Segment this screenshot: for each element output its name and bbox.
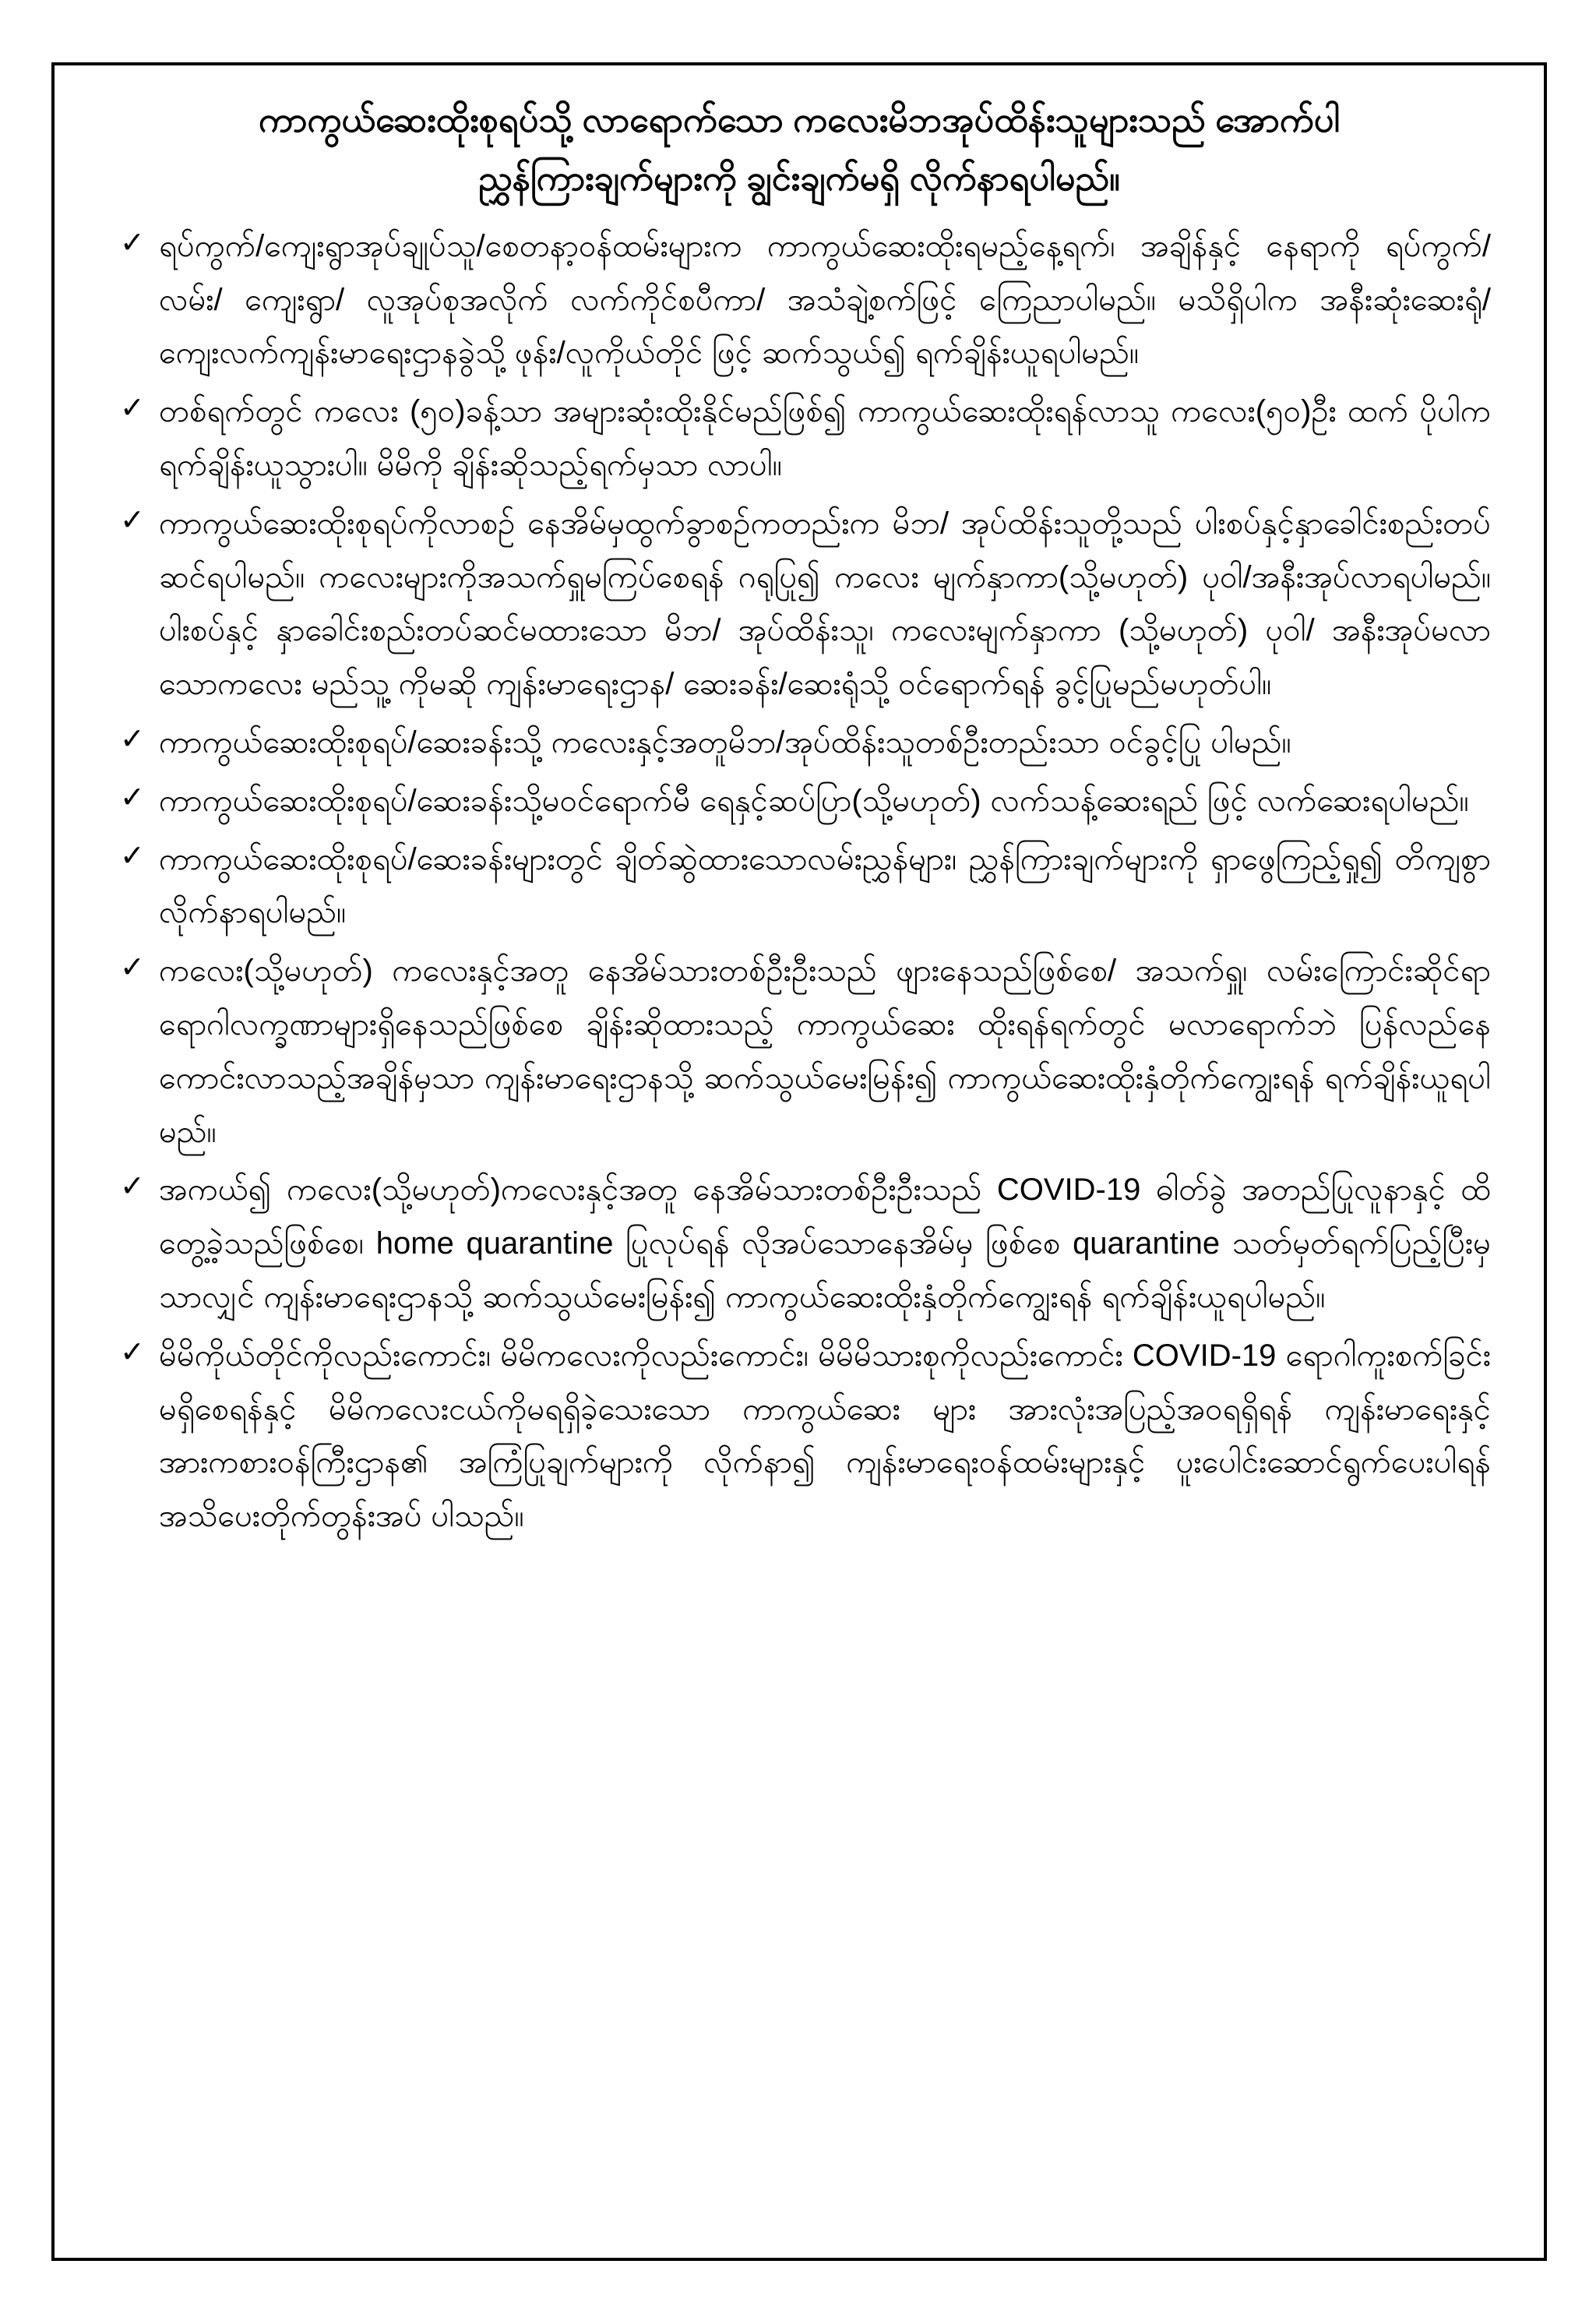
guideline-text: ရပ်ကွက်/ကျေးရွာအုပ်ချုပ်သူ/စေတနာ့ဝန်ထမ်းများက ကာကွယ်ဆေးထိုးရမည့်နေ့ရက်၊ အချိန်နှင့် နေရာကို ရပ်ကွက်/ လမ်း/ ကျေးရွာ/ လူအုပ်စုအလိုက် လက်ကိုင်စပီကာ/ အသံချဲ့စက်ဖြင့် ကြေညာပါမည်။ မသိရှိပါက အနီးဆုံးဆေးရုံ/ ကျေးလက်ကျန်းမာရေးဌာနခွဲသို့ ဖုန်း/လူကိုယ်တိုင် ဖြင့် ဆက်သွယ်၍ ရက်ချိန်းယူရပါမည်။ — [159, 228, 1491, 371]
list-item — [103, 1329, 1496, 1543]
list-item — [103, 497, 1496, 711]
document-content — [55, 65, 1544, 1579]
page-title-line-2: ညွှန်ကြားချက်များကို ချွင်းချက်မရှိ လိုက်နာရပါမည်။ — [478, 157, 1120, 198]
guideline-text: ကလေး(သို့မဟုတ်) ကလေးနှင့်အတူ နေအိမ်သားတစ်ဦးဦးသည် ဖျားနေသည်ဖြစ်စေ/ အသက်ရှူ၊ လမ်းကြောင်းဆိုင်ရာ ရောဂါလက္ခဏာများရှိနေသည်ဖြစ်စေ ချိန်းဆိုထားသည့် ကာကွယ်ဆေး ထိုးရန်ရက်တွင် မလာရောက်ဘဲ ပြန်လည်နေကောင်းလာသည့်အချိန်မှသာ ကျန်းမာရေးဌာနသို့ ဆက်သွယ်မေးမြန်း၍ ကာကွယ်ဆေးထိုးနှံတိုက်ကျွေးရန် ရက်ချိန်းယူရပါမည်။ — [159, 954, 1491, 1149]
list-item — [103, 833, 1496, 940]
guideline-text: ကာကွယ်ဆေးထိုးစုရပ်/ဆေးခန်းသို့ ကလေးနှင့်အတူမိဘ/အုပ်ထိန်းသူတစ်ဦးတည်းသာ ဝင်ခွင့်ပြု ပါမည်။ — [159, 725, 1291, 760]
list-item — [103, 1163, 1496, 1324]
list-item — [103, 716, 1496, 770]
checkmark-icon: ✓ — [120, 1335, 145, 1369]
guideline-text: ကာကွယ်ဆေးထိုးစုရပ်/ဆေးခန်းသို့မဝင်ရောက်မီ ရေနှင့်ဆပ်ပြာ(သို့မဟုတ်) လက်သန့်ဆေးရည် ဖြင့် လက်ဆေးရပါမည်။ — [159, 783, 1469, 818]
latin-text-run: quarantine — [1073, 1226, 1221, 1261]
guideline-list — [103, 220, 1496, 1543]
burmese-text-run: သတ်မှတ်ရက်ပြည့်ပြီးမှသာလျှင် ကျန်းမာရေးဌာနသို့ ဆက်သွယ်မေးမြန်း၍ ကာကွယ်ဆေးထိုးနှံတိုက်ကျွေးရန် ရက်ချိန်းယူရပါမည်။ — [159, 1226, 1492, 1314]
latin-text-run: COVID-19 — [996, 1173, 1141, 1208]
latin-text-run: home quarantine — [375, 1226, 614, 1261]
checkmark-icon: ✓ — [120, 503, 145, 537]
page-title — [103, 92, 1496, 207]
checkmark-icon: ✓ — [120, 1170, 145, 1204]
list-item — [103, 774, 1496, 828]
checkmark-icon: ✓ — [120, 722, 145, 756]
guideline-text: ကာကွယ်ဆေးထိုးစုရပ်ကိုလာစဉ် နေအိမ်မှထွက်ခွာစဉ်ကတည်းက မိဘ/ အုပ်ထိန်းသူတို့သည် ပါးစပ်နှင့်နှာခေါင်းစည်းတပ်ဆင်ရပါမည်။ ကလေးများကိုအသက်ရှူမကြပ်စေရန် ဂရုပြု၍ ကလေး မျက်နှာကာ(သို့မဟုတ်) ပုဝါ/အနီးအုပ်လာရပါမည်။ ပါးစပ်နှင့် နှာခေါင်းစည်းတပ်ဆင်မထားသော မိဘ/ အုပ်ထိန်းသူ၊ ကလေးမျက်နှာကာ (သို့မဟုတ်) ပုဝါ/ အနီးအုပ်မလာသောကလေး မည်သူ့ ကိုမဆို ကျန်းမာရေးဌာန/ ဆေးခန်း/ဆေးရုံသို့ ဝင်ရောက်ရန် ခွင့်ပြုမည်မဟုတ်ပါ။ — [159, 506, 1491, 702]
list-item — [103, 385, 1496, 492]
checkmark-icon: ✓ — [120, 781, 145, 814]
checkmark-icon: ✓ — [120, 839, 145, 873]
burmese-text-run: မိမိကိုယ်တိုင်ကိုလည်းကောင်း၊ မိမိကလေးကိုလည်းကောင်း၊ မိမိမိသားစုကိုလည်းကောင်း — [159, 1338, 1133, 1373]
page-title-line-1: ကာကွယ်ဆေးထိုးစုရပ်သို့ လာရောက်သော ကလေးမိဘအုပ်ထိန်းသူများသည် အောက်ပါ — [258, 100, 1341, 139]
burmese-text-run: ရောဂါကူးစက်ခြင်းမရှိစေရန်နှင့် မိမိကလေးငယ်ကိုမရရှိခဲ့သေးသော ကာကွယ်ဆေး များ အားလုံးအပြည့်အဝရရှိရန် ကျန်းမာရေးနှင့် အားကစားဝန်ကြီးဌာန၏ အကြံပြုချက်များကို လိုက်နာ၍ ကျန်းမာရေးဝန်ထမ်းများနှင့် ပူးပေါင်းဆောင်ရွက်ပေးပါရန် အသိပေးတိုက်တွန်းအပ် ပါသည်။ — [159, 1338, 1492, 1534]
page-border-frame — [51, 62, 1547, 2261]
guideline-text — [159, 1163, 1491, 1324]
burmese-text-run: ဓါတ်ခွဲ အတည်ပြုလူနာနှင့် ထိတွေ့ခဲ့သည်ဖြစ်စေ၊ — [159, 1173, 1491, 1261]
list-item — [103, 220, 1496, 380]
guideline-text — [159, 1329, 1491, 1543]
checkmark-icon: ✓ — [120, 392, 145, 425]
list-item — [103, 944, 1496, 1158]
checkmark-icon: ✓ — [120, 951, 145, 985]
burmese-text-run: အကယ်၍ ကလေး(သို့မဟုတ်)ကလေးနှင့်အတူ နေအိမ်သားတစ်ဦးဦးသည် — [159, 1173, 997, 1208]
guideline-text: ကာကွယ်ဆေးထိုးစုရပ်/ဆေးခန်းများတွင် ချိတ်ဆွဲထားသောလမ်းညွှန်များ၊ ညွှန်ကြားချက်များကို ရှာဖွေကြည့်ရှု၍ တိကျစွာလိုက်နာရပါမည်။ — [159, 841, 1491, 930]
checkmark-icon: ✓ — [120, 226, 145, 259]
burmese-text-run: ပြုလုပ်ရန် လိုအပ်သောနေအိမ်မှ ဖြစ်စေ — [613, 1226, 1073, 1261]
latin-text-run: COVID-19 — [1132, 1338, 1277, 1373]
guideline-text: တစ်ရက်တွင် ကလေး (၅၀)ခန့်သာ အများဆုံးထိုးနိုင်မည်ဖြစ်၍ ကာကွယ်ဆေးထိုးရန်လာသူ ကလေး(၅၀)ဦး ထက် ပိုပါက ရက်ချိန်းယူသွားပါ။ မိမိကို ချိန်းဆိုသည့်ရက်မှသာ လာပါ။ — [159, 394, 1491, 482]
